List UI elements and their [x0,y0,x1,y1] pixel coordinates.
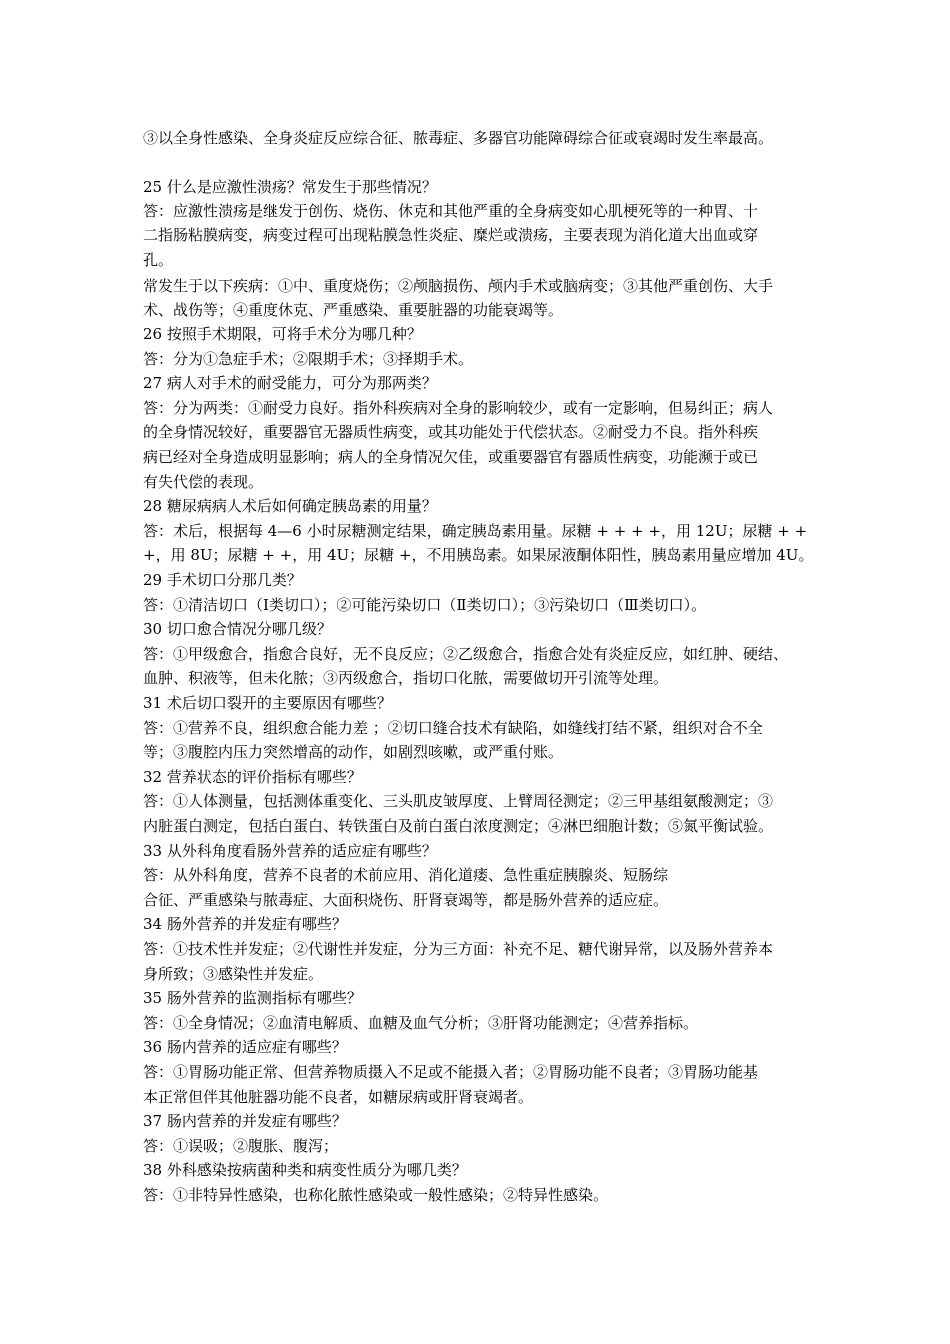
question-heading: 35 肠外营养的监测指标有哪些？ [143,989,362,1007]
question-heading: 31 术后切口裂开的主要原因有哪些？ [143,694,392,712]
question-heading: 29 手术切口分那几类？ [143,571,302,589]
answer-line: 答：①甲级愈合，指愈合良好，无不良反应；②乙级愈合，指愈合处有炎症反应，如红肿、硬结、 [143,645,789,663]
answer-line: 等；③腹腔内压力突然增高的动作，如剧烈咳嗽，或严重付账。 [143,743,564,761]
question-heading: 27 病人对手术的耐受能力，可分为那两类？ [143,374,437,392]
answer-line: 答：①胃肠功能正常、但营养物质摄入不足或不能摄入者；②胃肠功能不良者；③胃肠功能基 [143,1063,759,1081]
question-heading: 38 外科感染按病菌种类和病变性质分为哪几类？ [143,1161,467,1179]
answer-line: 答：分为①急症手术；②限期手术；③择期手术。 [143,350,474,368]
answer-line: 血肿、积液等，但未化脓；③丙级愈合，指切口化脓，需要做切开引流等处理。 [143,669,669,687]
answer-line: 答：①技术性并发症；②代谢性并发症，分为三方面：补充不足、糖代谢异常，以及肠外营养本 [143,940,774,958]
answer-line: 有失代偿的表现。 [143,473,264,491]
answer-line: 合征、严重感染与脓毒症、大面积烧伤、肝肾衰竭等，都是肠外营养的适应症。 [143,891,669,909]
answer-line: 常发生于以下疾病：①中、重度烧伤；②颅脑损伤、颅内手术或脑病变；③其他严重创伤、大手 [143,277,774,295]
answer-line: 答：从外科角度，营养不良者的术前应用、消化道瘘、急性重症胰腺炎、短肠综 [143,866,669,884]
question-heading: 33 从外科角度看肠外营养的适应症有哪些？ [143,842,437,860]
answer-line: 答：①营养不良，组织愈合能力差 ；②切口缝合技术有缺陷，如缝线打结不紧，组织对合不全 [143,719,763,737]
answer-line: 答：①清洁切口（Ⅰ类切口）；②可能污染切口（Ⅱ类切口）；③污染切口（Ⅲ类切口）。 [143,596,707,614]
question-heading: 26 按照手术期限，可将手术分为哪几种？ [143,325,422,343]
question-heading: 25 什么是应激性溃疡？常发生于那些情况？ [143,178,437,196]
answer-line: 答：①非特异性感染，也称化脓性感染或一般性感染；②特异性感染。 [143,1186,609,1204]
answer-line: 二指肠粘膜病变，病变过程可出现粘膜急性炎症、糜烂或溃疡，主要表现为消化道大出血或穿 [143,226,759,244]
question-heading: 28 糖尿病病人术后如何确定胰岛素的用量？ [143,497,437,515]
question-heading: 36 肠内营养的适应症有哪些？ [143,1038,347,1056]
answer-line: 术、战伤等；④重度休克、严重感染、重要脏器的功能衰竭等。 [143,301,564,319]
answer-line: 答：①人体测量，包括测体重变化、三头肌皮皱厚度、上臂周径测定；②三甲基组氨酸测定；③ [143,792,774,810]
answer-line: 病已经对全身造成明显影响；病人的全身情况欠佳，或重要器官有器质性病变，功能濒于或已 [143,448,759,466]
question-heading: 37 肠内营养的并发症有哪些？ [143,1112,347,1130]
answer-line: 的全身情况较好，重要器官无器质性病变，或其功能处于代偿状态。②耐受力不良。指外科疾 [143,423,759,441]
answer-line: 答：应激性溃疡是继发于创伤、烧伤、休克和其他严重的全身病变如心肌梗死等的一种胃、十 [143,202,759,220]
answer-line: 内脏蛋白测定，包括白蛋白、转铁蛋白及前白蛋白浓度测定；④淋巴细胞计数；⑤氮平衡试验。 [143,817,774,835]
answer-line: 答：①误吸；②腹胀、腹泻； [143,1137,339,1155]
answer-line: 答：①全身情况；②血清电解质、血糖及血气分析；③肝肾功能测定；④营养指标。 [143,1014,699,1032]
answer-line: 答：分为两类：①耐受力良好。指外科疾病对全身的影响较少，或有一定影响，但易纠正；病人 [143,399,774,417]
question-heading: 30 切口愈合情况分哪几级？ [143,620,332,638]
question-heading: 34 肠外营养的并发症有哪些？ [143,915,347,933]
answer-line: 答：术后，根据每 4—6 小时尿糖测定结果，确定胰岛素用量。尿糖 + + + +，用 12U；尿糖 + + [143,522,808,540]
question-heading: 32 营养状态的评价指标有哪些？ [143,768,362,786]
answer-line: 身所致；③感染性并发症。 [143,965,324,983]
answer-line: +，用 8U；尿糖 + +，用 4U；尿糖 +，不用胰岛素。如果尿液酮体阳性，胰岛素用量应增加 4U。 [143,546,814,564]
text-line: ③以全身性感染、全身炎症反应综合征、脓毒症、多器官功能障碍综合征或衰竭时发生率最高。 [143,129,774,147]
answer-line: 本正常但伴其他脏器功能不良者，如糖尿病或肝肾衰竭者。 [143,1088,534,1106]
answer-line: 孔。 [143,251,174,269]
